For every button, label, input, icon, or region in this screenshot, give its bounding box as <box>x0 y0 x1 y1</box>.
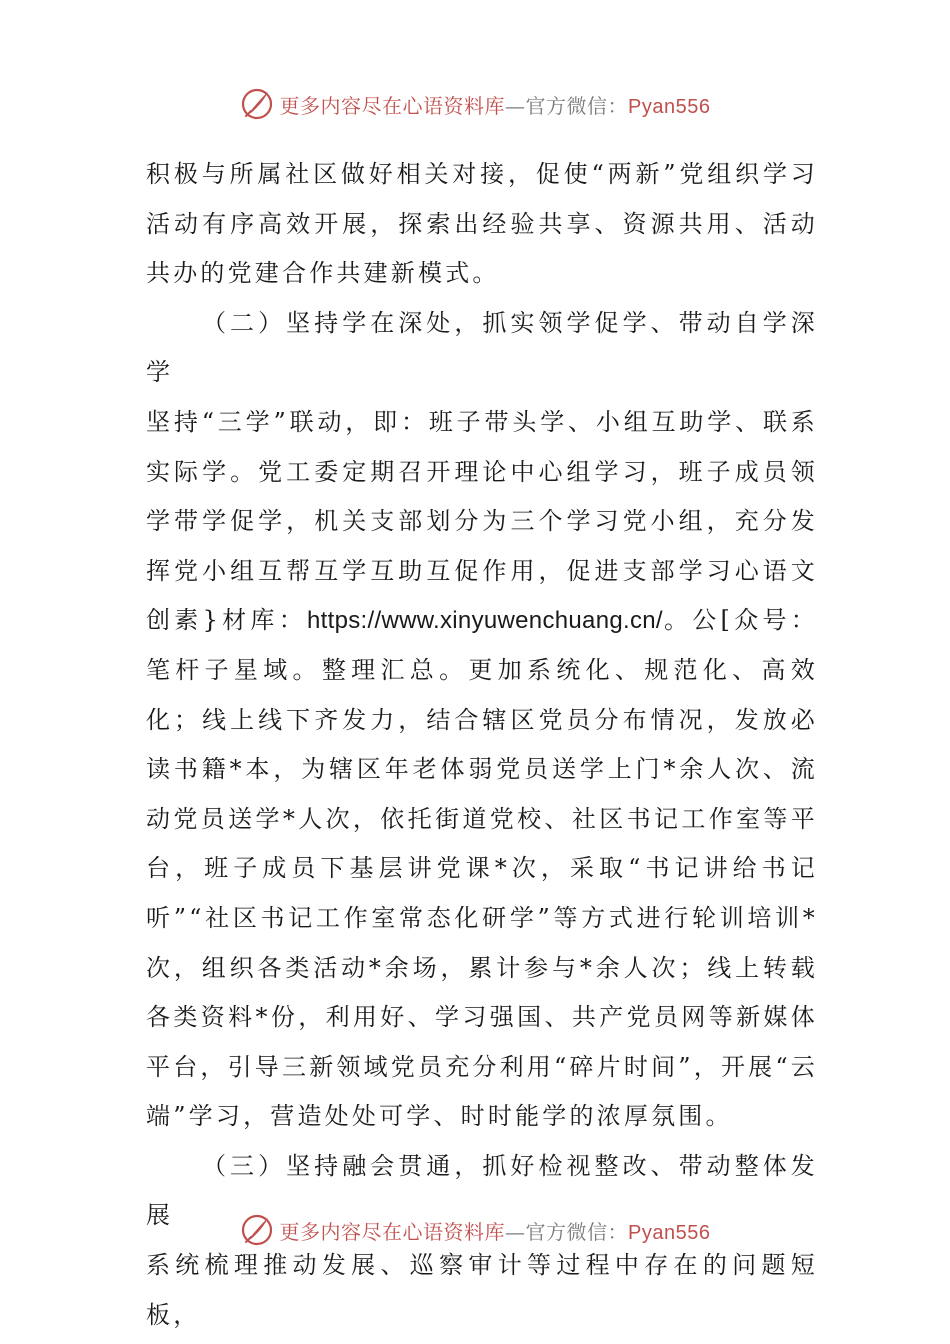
document-body <box>146 150 818 1340</box>
quill-pen-icon <box>240 1213 274 1247</box>
header-watermark <box>0 84 950 124</box>
watermark-text <box>280 1216 711 1245</box>
section-heading-2: （二）坚持学在深处，抓实领学促学、带动自学深学 <box>146 308 818 387</box>
footer-watermark <box>0 1210 950 1250</box>
website-link[interactable]: https://www.xinyuwenchuang.cn/ <box>307 607 663 635</box>
section-heading-3: （三）坚持融会贯通，抓好检视整改、带动整体发展 <box>146 1151 818 1230</box>
watermark-text <box>280 90 711 119</box>
watermark-wechat-id: Pyan556 <box>628 1221 711 1244</box>
watermark-site: 更多内容尽在心语资料库 <box>279 93 506 118</box>
watermark-official: 官方微信： <box>525 1219 629 1244</box>
quill-pen-icon <box>240 87 274 121</box>
watermark-site: 更多内容尽在心语资料库 <box>279 1219 506 1244</box>
paragraph-continuation: 积极与所属社区做好相关对接，促使“两新”党组织学习活动有序高效开展，探索出经验共享、资源共用、活动共办的党建合作共建新模式。 <box>146 160 818 288</box>
watermark-wechat-id: Pyan556 <box>628 95 711 118</box>
paragraph-section-2-part-a: 坚持“三学”联动，即：班子带头学、小组互助学、联系实际学。党工委定期召开理论中心组学习，班子成员领学带学促学，机关支部划分为三个学习党小组，充分发挥党小组互帮互学互助互促作用，促进支部学习心语文创素}材库： <box>146 407 818 635</box>
watermark-official: 官方微信： <box>525 93 629 118</box>
watermark-dash: — <box>505 1219 526 1244</box>
paragraph-section-3: 系统梳理推动发展、巡察审计等过程中存在的问题短板， <box>146 1251 818 1329</box>
watermark-dash: — <box>505 93 526 118</box>
paragraph-section-2 <box>146 398 818 1142</box>
paragraph-section-2-part-b: 。公[众号：笔杆子星域。整理汇总。更加系统化、规范化、高效化；线上线下齐发力，结合辖区党员分布情况，发放必读书籍*本，为辖区年老体弱党员送学上门*余人次、流动党员送学*人次，依托街道党校、社区书记工作室等平台，班子成员下基层讲党课*次，采取“书记讲给书记听”“社区书记工作室常态化研学”等方式进行轮训培训*次，组织各类活动*余场，累计参与*余人次；线上转载各类资料*份，利用好、学习强国、共产党员网等新媒体平台，引导三新领域党员充分利用“碎片时间”，开展“云端”学习，营造处处可学、时时能学的浓厚氛围。 <box>146 606 819 1131</box>
